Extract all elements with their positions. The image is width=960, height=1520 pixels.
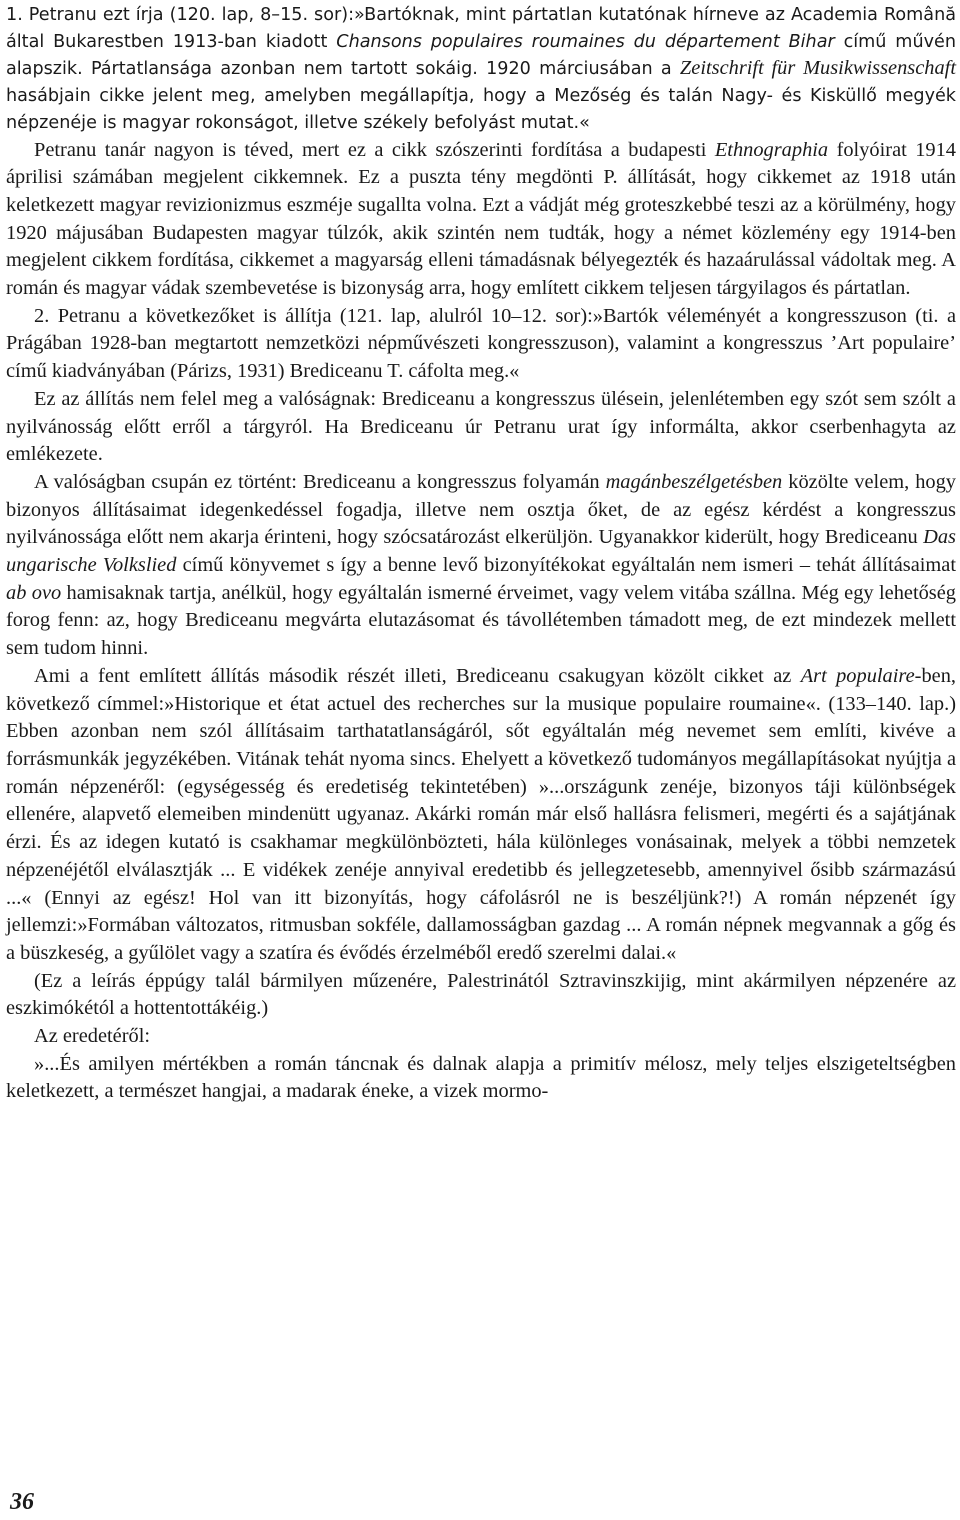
paragraph-1-title-chansons: Chansons populaires roumaines du département Bihar xyxy=(336,31,835,52)
paragraph-3-text: 2. Petranu a következőket is állítja (121. lap, alulról 10–12. sor):»Bartók véleményét a kongresszuson (ti. a Prágában 1928-ban megtartott nemzetközi népművészeti kongresszuson), valamint a kongresszus ’Art populaire’ című kiadványában (Párizs, 1931) Brediceanu T. cáfolta meg.« xyxy=(6,304,956,383)
paragraph-5-text-e: című könyvemet s így a benne levő bizonyítékokat egyáltalán nem ismeri – tehát állításaimat xyxy=(176,554,957,577)
paragraph-1-text-a: 1. Petranu ezt írja (120. lap, 8–15. sor):»Bartóknak, mint pártatlan kutatónak hírneve az Academia Română által Bukarestben 1913-ban kiadott xyxy=(6,5,956,52)
paragraph-5-italic-ab-ovo: ab ovo xyxy=(6,581,62,604)
page-number: 36 xyxy=(10,1489,34,1515)
paragraph-8 xyxy=(6,1023,956,1051)
paragraph-5 xyxy=(6,469,956,663)
paragraph-1 xyxy=(6,2,956,137)
paragraph-4 xyxy=(6,386,956,469)
paragraph-5-italic-maganbeszelgetesben: magánbeszélgetésben xyxy=(605,470,783,493)
paragraph-8-text: Az eredetéről: xyxy=(34,1025,151,1048)
paragraph-3 xyxy=(6,303,956,386)
document-page xyxy=(6,2,956,1106)
paragraph-2-text-c: folyóirat 1914 áprilisi számában megjelent cikkemnek. Ez a puszta tény megdönti P. állítását, hogy cikkemet az 1918 után keletkezett magyar revizionizmus eszméje sugallta volna. xyxy=(6,138,956,216)
paragraph-6-text-c: -ben, következő címmel:»Historique et état actuel des recherches sur la musique populaire roumaine«. (133–140. lap.) Ebben azonban nem szól állításaim tarthatatlanságáról, sőt egyáltalán még nevemet sem említi, kivéve a forrásmunkák jegyzékében. Vitának tehát nyoma sincs. Ehelyett a következő tudományos megállapításokat nyújtja a román népzenéről: (egységesség és eredetiség tekintetében) »...országunk zenéje, bizonyos táji különbségek ellenére, alapvető elemeiben mindenütt ugyanaz. Akárki román már első hallásra felismeri, megérti és a sajátjának érzi. És az idegen kutató is csakhamar megkülönbözteti, hála különleges vonásainak, melyek a többi nemzetek népzenéjétől elválasztják ... E vidékek zenéje annyival eredetibb és jellegzetesebb, amennyivel ősibb származású ...« (Ennyi az egész! Hol van itt bizonyítás, hogy cáfolásról ne is beszéljünk?!) A román népzenét így jellemzi:»Formában változatos, ritmusban sokféle, dallamosságban gazdag ... A román népnek megvannak a gőg és a büszkeség, a gyűlölet vagy a szatíra és évődés érzelméből eredő szerelmi dalai.« xyxy=(6,664,956,964)
paragraph-7 xyxy=(6,968,956,1023)
paragraph-7-text: (Ez a leírás éppúgy talál bármilyen műzenére, Palestrinától Sztravinszkijig, mint akármilyen népzenére az eszkimókétól a hottentottákéig.) xyxy=(6,969,956,1020)
paragraph-9 xyxy=(6,1051,956,1106)
paragraph-5-text-c: közölte velem, hogy bizonyos állításaimat idegenkedéssel fogadja, illetve nem osztja őket, de az egész kérdést a kongresszus nyilvánossága előtt nem akarja érinteni, hogy szócsatározást elkerüljön. Ugyanakkor kiderült, hogy Brediceanu xyxy=(6,470,957,549)
paragraph-5-text-a: A valóságban csupán ez történt: Brediceanu a kongresszus folyamán xyxy=(34,470,606,493)
paragraph-2-text-a: Petranu tanár nagyon is téved, mert ez a cikk szószerinti fordítása a budapesti xyxy=(34,138,715,161)
paragraph-2-text-d: Ezt a vádját még groteszkebbé teszi az a körülmény, hogy 1920 májusában Budapesten magyar túlzók, akik szintén nem tudták, hogy a német közlemény egy 1914-ben megjelent cikkem fordítása, cikkemet a magyarság elleni támadásnak bélyegezték és hazaárulással vádoltak meg. A román és magyar vádak szembevetése is bizonyság arra, hogy említett cikkem teljesen tárgyilagos és pártatlan. xyxy=(6,193,957,300)
paragraph-1-text-c: című művén alapszik. Pártatlansága azonban nem tartott sokáig. 1920 márciusában a xyxy=(6,31,956,80)
paragraph-6 xyxy=(6,663,956,968)
paragraph-1-title-zeitschrift: Zeitschrift für Musikwissenschaft xyxy=(679,57,956,80)
paragraph-5-title-das-ungarische-volkslied: Das ungarische Volkslied xyxy=(6,526,956,577)
paragraph-6-text-a: Ami a fent említett állítás második részét illeti, Brediceanu csakugyan közölt cikket az xyxy=(34,664,801,687)
paragraph-2-title-ethnographia: Ethnographia xyxy=(714,138,829,161)
paragraph-4-text: Ez az állítás nem felel meg a valóságnak: Brediceanu a kongresszus ülésein, jelenlétemben egy szót sem szólt a nyilvánosság előtt erről a tárgyról. Ha Brediceanu úr Petranu urat így informálta, akkor cserbenhagyta az emlékezete. xyxy=(6,387,956,466)
paragraph-2 xyxy=(6,137,956,303)
paragraph-6-title-art-populaire: Art populaire xyxy=(800,664,915,687)
paragraph-5-text-g: hamisaknak tartja, anélkül, hogy egyáltalán ismerné érveimet, vagy velem vitába szállna. Még egy lehetőség forog fenn: az, hogy Brediceanu megvárta elutazásomat és távollétemben támadott meg, de ezt mindezek mellett sem tudom hinni. xyxy=(6,581,956,660)
paragraph-9-text: »...És amilyen mértékben a román táncnak és dalnak alapja a primitív mélosz, mely teljes elszigeteltségben keletkezett, a természet hangjai, a madarak éneke, a vizek mormo- xyxy=(6,1052,956,1103)
paragraph-1-text-e: hasábjain cikke jelent meg, amelyben megállapítja, hogy a Mezőség és talán Nagy- és Kisküllő megyék népzenéje is magyar rokonságot, illetve székely befolyást mutat.« xyxy=(6,86,956,133)
